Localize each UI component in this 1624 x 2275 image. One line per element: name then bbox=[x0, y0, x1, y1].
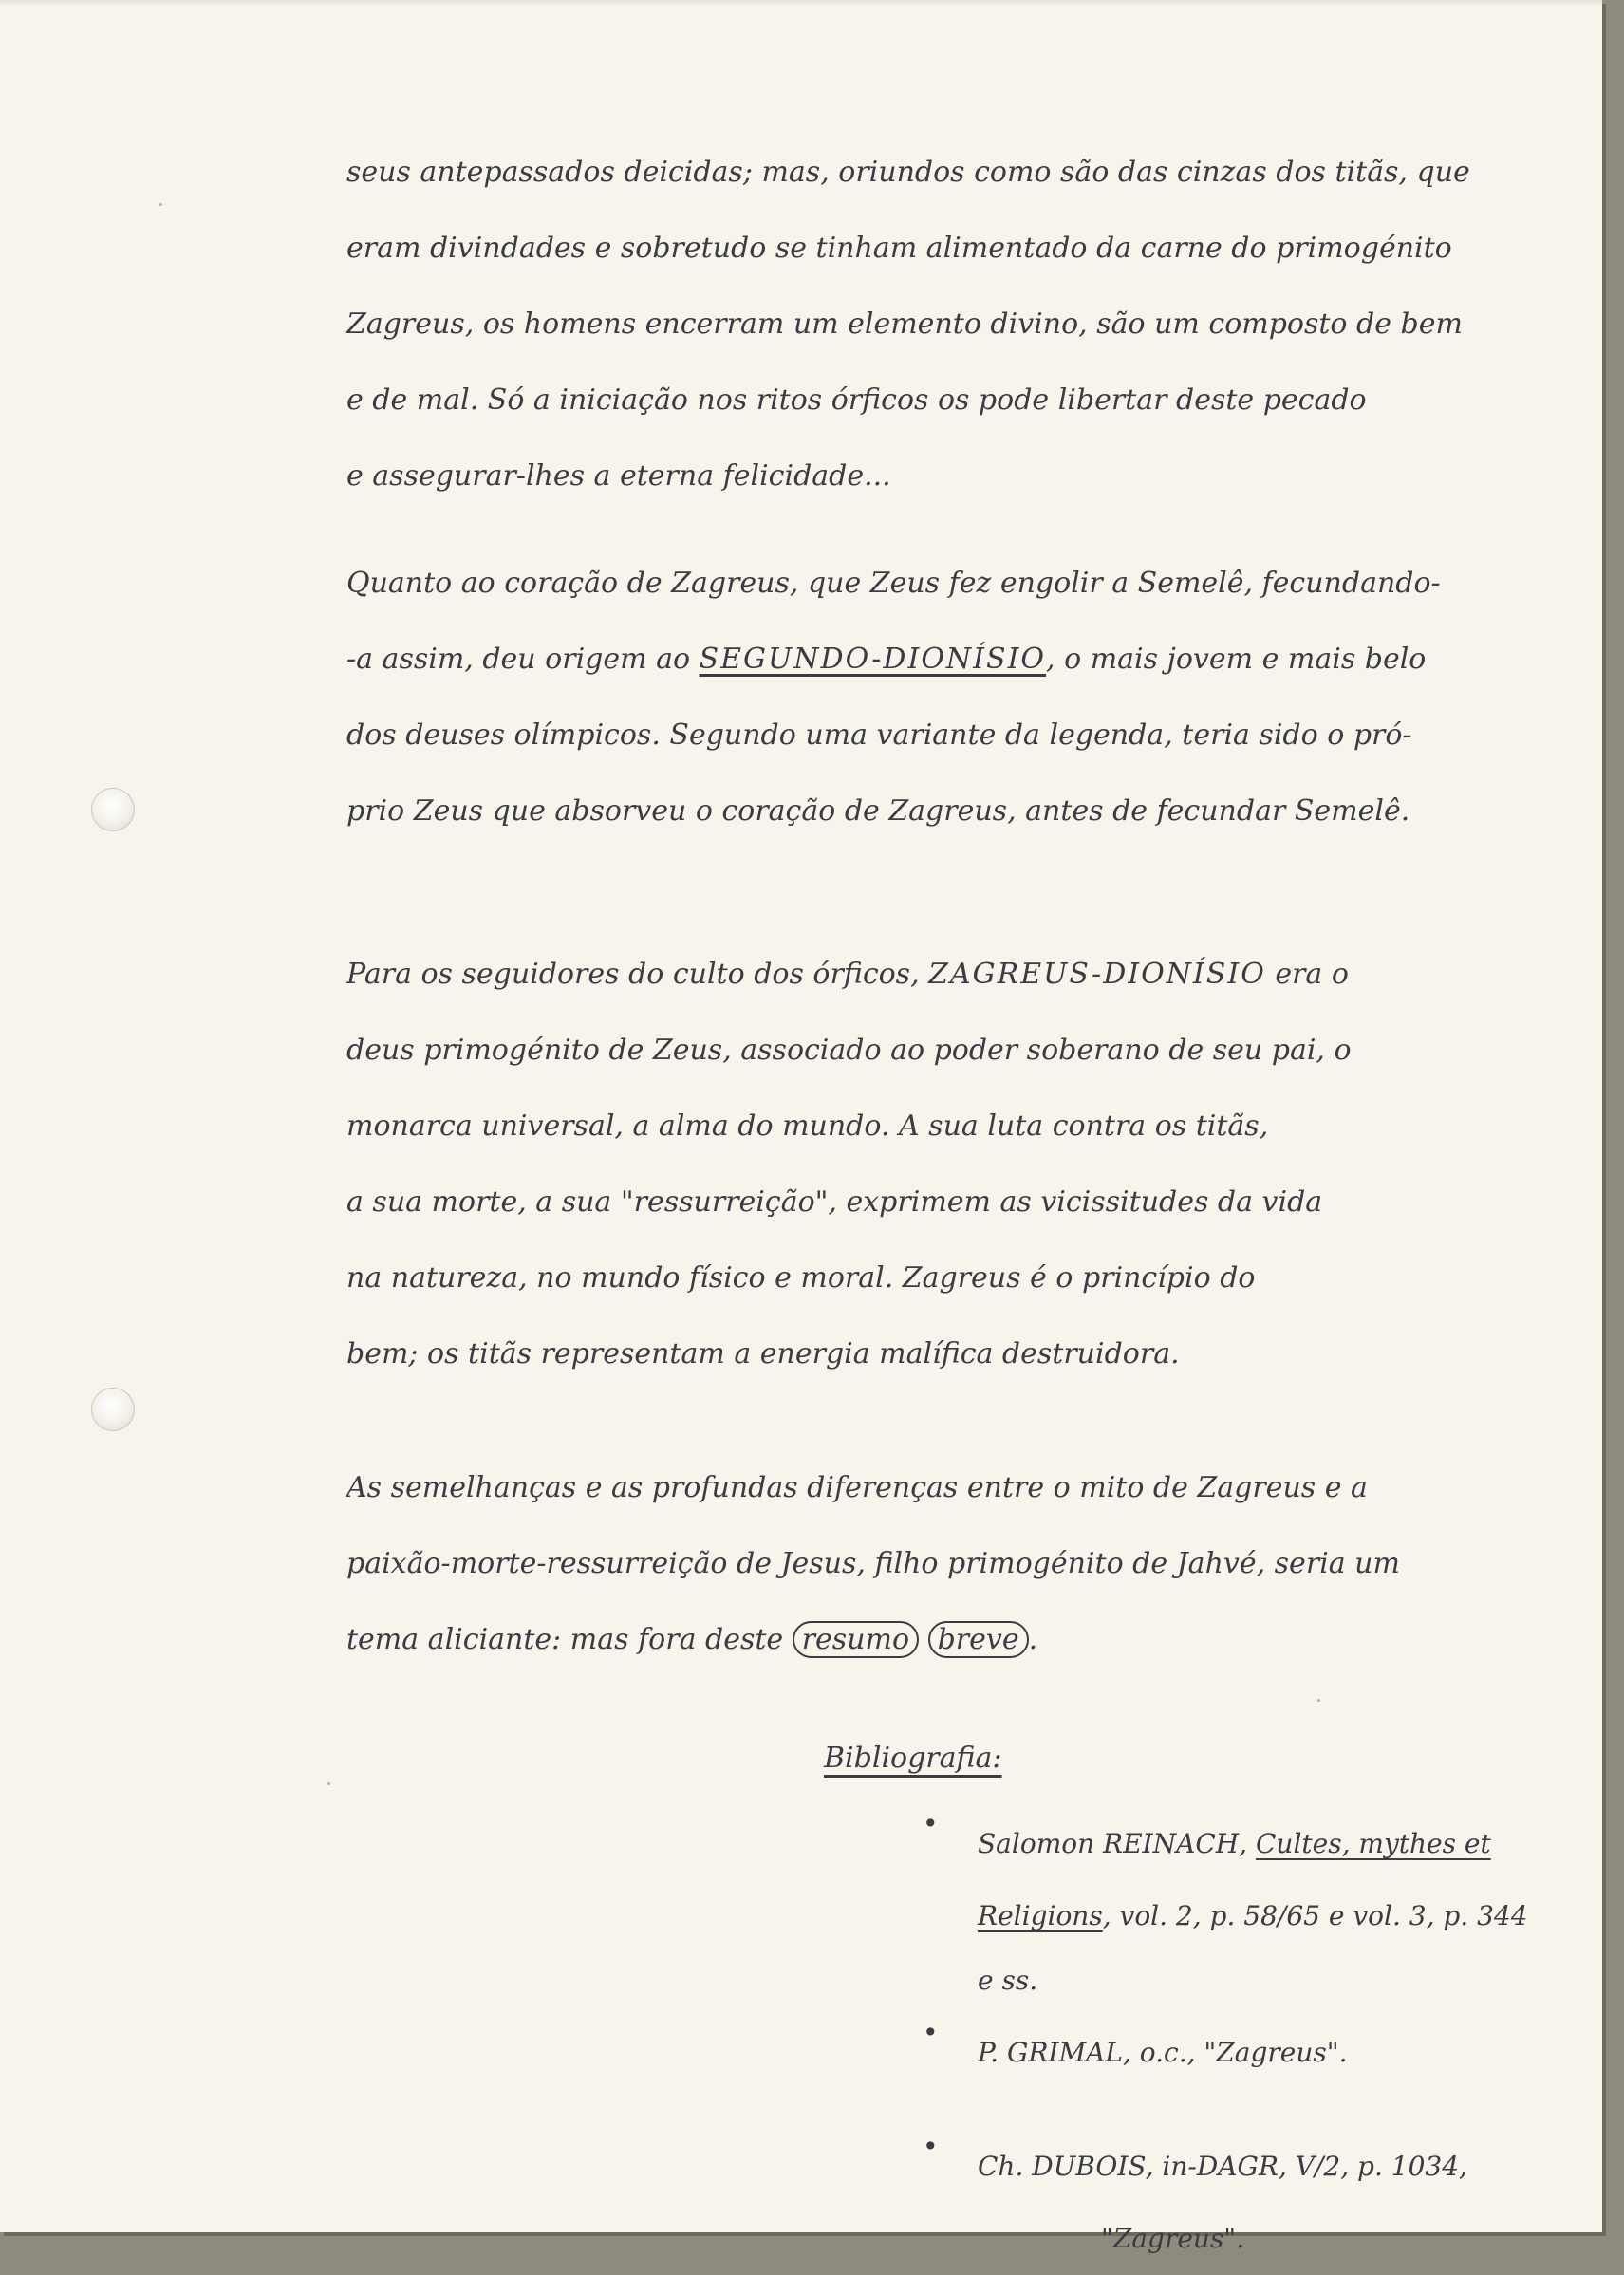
bibliography-entry bbox=[921, 2131, 1585, 2275]
text-run: bem; os titãs representam a energia malífica destruidora. bbox=[346, 1337, 1180, 1371]
paper-speck bbox=[159, 203, 162, 206]
bibliography-entry bbox=[921, 2017, 1585, 2089]
text-line: seus antepassados deicidas; mas, oriundos como são das cinzas dos titãs, que bbox=[346, 156, 1470, 189]
text-line bbox=[346, 1316, 1552, 1392]
circled-word: resumo bbox=[793, 1621, 919, 1658]
text-line bbox=[346, 622, 1552, 698]
text-line: Zagreus, os homens encerram um elemento divino, são um composto de bem bbox=[346, 308, 1463, 341]
text-line bbox=[346, 937, 1552, 1013]
circled-word: breve bbox=[928, 1621, 1029, 1658]
bullet-icon: • bbox=[923, 2131, 939, 2162]
author: Salomon REINACH, bbox=[978, 1828, 1256, 1859]
text-run: dos deuses olímpicos. Segundo uma variante da legenda, teria sido o pró- bbox=[346, 718, 1412, 752]
text-run: era o bbox=[1265, 958, 1349, 991]
text-run: paixão-morte-ressurreição de Jesus, filho primogénito de Jahvé, seria um bbox=[346, 1547, 1400, 1580]
text-run: As semelhanças e as profundas diferenças entre o mito de Zagreus e a bbox=[346, 1471, 1368, 1504]
paper-speck bbox=[1317, 1699, 1320, 1702]
paper-top-edge bbox=[0, 0, 1602, 6]
text-line bbox=[346, 1526, 1552, 1602]
bullet-icon: • bbox=[923, 2017, 939, 2048]
text-line: eram divindades e sobretudo se tinham alimentado da carne do primogénito bbox=[346, 232, 1452, 265]
bibliography-line: e ss. bbox=[978, 1965, 1038, 1996]
text-run: a sua morte, a sua "ressurreição", exprimem as vicissitudes da vida bbox=[346, 1185, 1323, 1219]
paragraph-3 bbox=[346, 937, 1552, 1392]
text-run: . bbox=[1028, 1623, 1038, 1656]
text-line bbox=[346, 1013, 1552, 1089]
text-run: , o mais jovem e mais belo bbox=[1046, 643, 1427, 676]
text-run bbox=[919, 1623, 928, 1656]
paragraph-2 bbox=[346, 546, 1552, 849]
punch-hole bbox=[91, 1388, 135, 1431]
text-run: na natureza, no mundo físico e moral. Zagreus é o princípio do bbox=[346, 1261, 1256, 1295]
text-line bbox=[346, 774, 1552, 849]
citation-detail: , vol. 2, p. 58/65 e vol. 3, p. 344 bbox=[1102, 1900, 1528, 1931]
text-line bbox=[346, 1165, 1552, 1240]
text-line bbox=[346, 1240, 1552, 1316]
text-line bbox=[346, 1602, 1552, 1678]
bibliography-line: "Zagreus". bbox=[1101, 2223, 1245, 2254]
underlined-term: SEGUNDO-DIONÍSIO bbox=[699, 643, 1047, 676]
capitalized-term: ZAGREUS-DIONÍSIO bbox=[928, 958, 1266, 991]
text-line bbox=[346, 1450, 1552, 1526]
text-line bbox=[346, 698, 1552, 774]
text-line bbox=[346, 546, 1552, 622]
bibliography-list bbox=[921, 1808, 1585, 2275]
text-line: e de mal. Só a iniciação nos ritos órficos os pode libertar deste pecado bbox=[346, 383, 1367, 417]
bullet-icon: • bbox=[923, 1808, 939, 1839]
text-line bbox=[346, 1089, 1552, 1165]
text-run: prio Zeus que absorveu o coração de Zagreus, antes de fecundar Semelê. bbox=[346, 794, 1410, 828]
bibliography-line bbox=[978, 1880, 1585, 1952]
text-run: tema aliciante: mas fora deste bbox=[346, 1623, 793, 1656]
paragraph-1 bbox=[346, 135, 1552, 514]
text-run: deus primogénito de Zeus, associado ao poder soberano de seu pai, o bbox=[346, 1034, 1352, 1067]
punch-hole bbox=[91, 788, 135, 831]
work-title: Cultes, mythes et bbox=[1255, 1828, 1491, 1859]
paragraph-4 bbox=[346, 1450, 1552, 1678]
text-run: Quanto ao coração de Zagreus, que Zeus fez engolir a Semelê, fecundando- bbox=[346, 567, 1441, 600]
bibliography-line: P. GRIMAL, o.c., "Zagreus". bbox=[978, 2037, 1348, 2068]
bibliography-line: Ch. DUBOIS, in-DAGR, V/2, p. 1034, bbox=[978, 2151, 1467, 2182]
work-title: Religions bbox=[978, 1900, 1103, 1931]
text-run: monarca universal, a alma do mundo. A sua luta contra os titãs, bbox=[346, 1110, 1269, 1143]
bibliography-entry bbox=[921, 1808, 1585, 2009]
text-run: -a assim, deu origem ao bbox=[346, 643, 700, 676]
paper-speck bbox=[327, 1782, 330, 1785]
bibliography-line bbox=[978, 1808, 1585, 1880]
bibliography-heading: Bibliografia: bbox=[824, 1742, 1002, 1775]
text-run: Para os seguidores do culto dos órficos, bbox=[346, 958, 929, 991]
text-line: e assegurar-lhes a eterna felicidade... bbox=[346, 459, 891, 493]
